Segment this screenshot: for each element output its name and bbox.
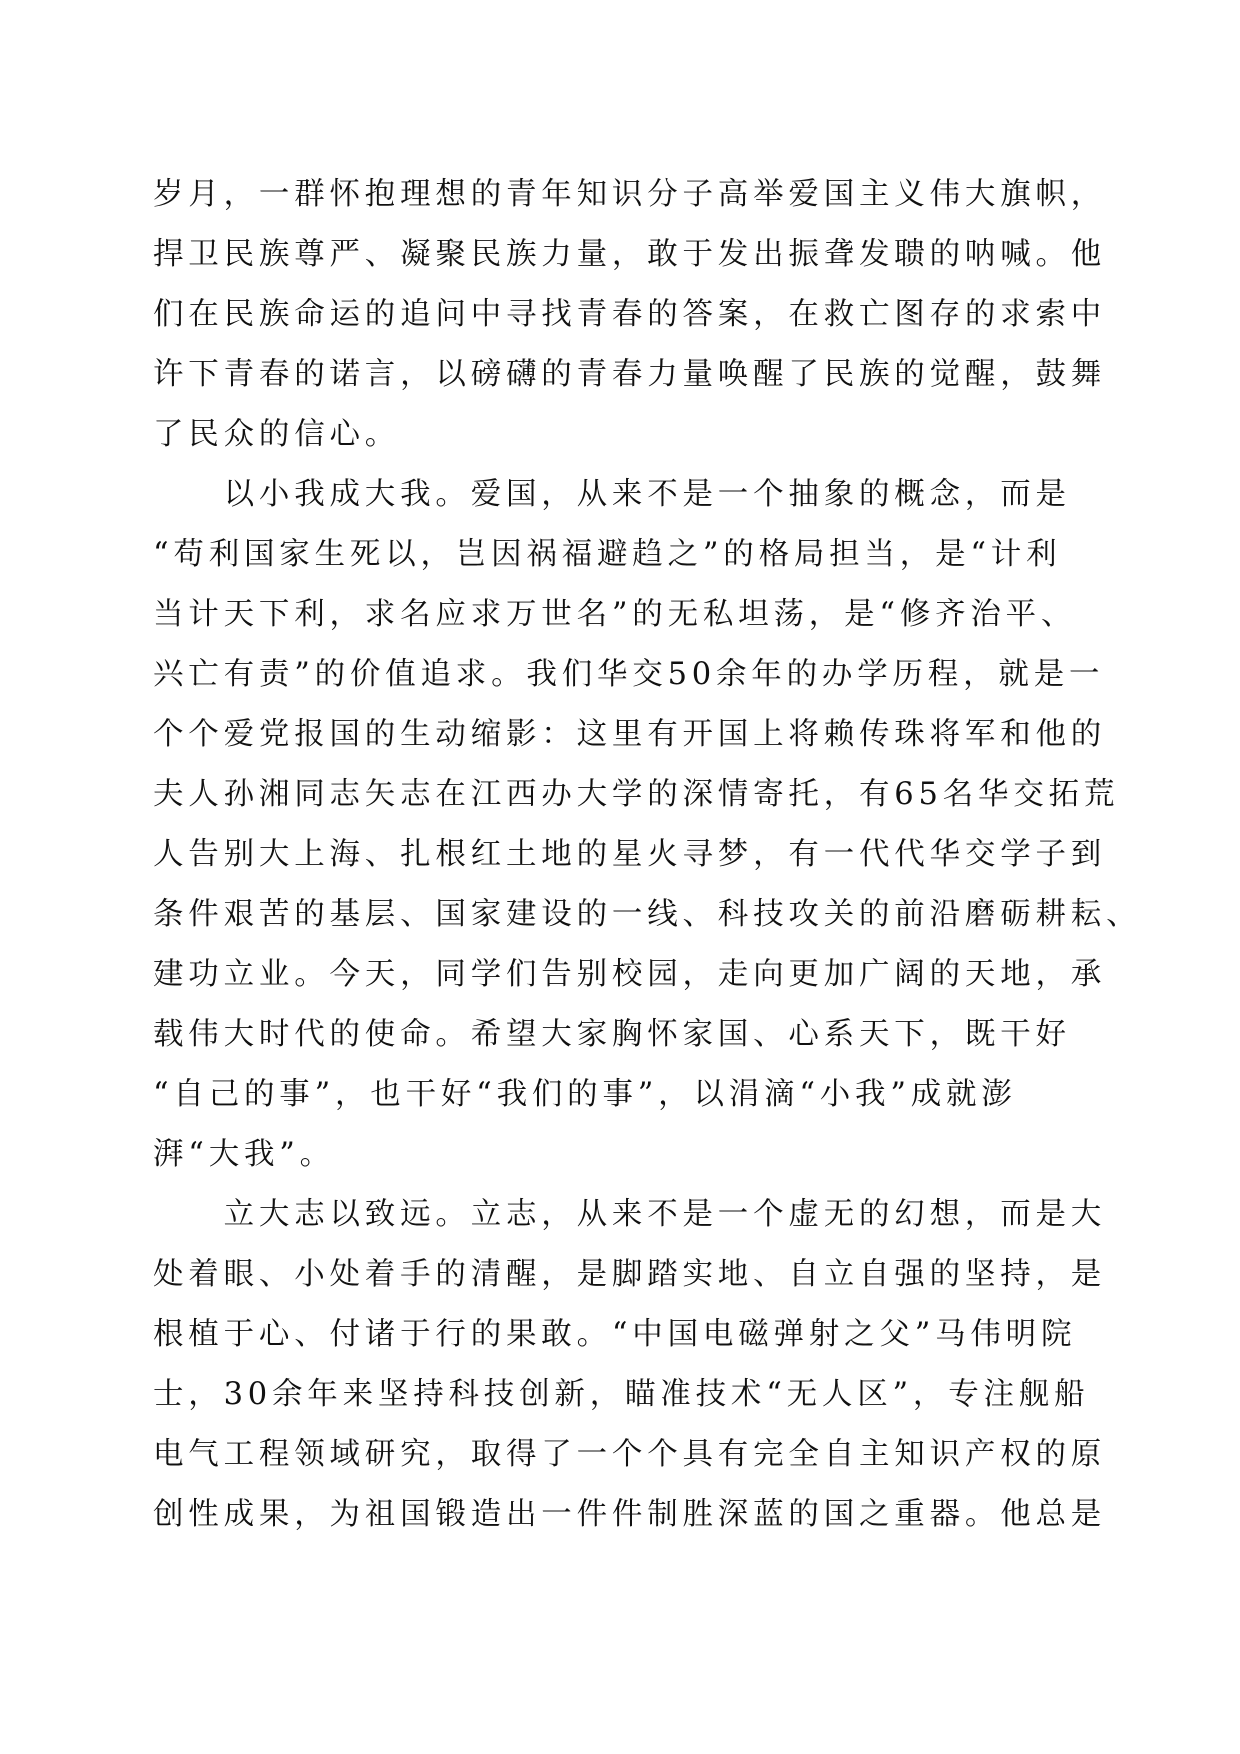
text-line: 建功立业。今天，同学们告别校园，走向更加广阔的天地，承 — [153, 957, 1107, 992]
text-line: 们在民族命运的追问中寻找青春的答案，在救亡图存的求索中 — [153, 297, 1107, 332]
text-line: 士，30余年来坚持科技创新，瞄准技术“无人区”，专注舰船 — [153, 1377, 1090, 1412]
text-line: 电气工程领域研究，取得了一个个具有完全自主知识产权的原 — [153, 1437, 1107, 1472]
body-text — [153, 165, 1142, 1545]
text-line: 了民众的信心。 — [153, 417, 401, 452]
text-line: 夫人孙湘同志矢志在江西办大学的深情寄托，有65名华交拓荒 — [153, 777, 1120, 812]
text-line: 创性成果，为祖国锻造出一件件制胜深蓝的国之重器。他总是 — [153, 1497, 1107, 1532]
text-line: 捍卫民族尊严、凝聚民族力量，敢于发出振聋发聩的呐喊。他 — [153, 237, 1107, 272]
text-line: “苟利国家生死以，岂因祸福避趋之”的格局担当，是“计利 — [153, 537, 1062, 572]
text-line: 以小我成大我。爱国，从来不是一个抽象的概念，而是 — [153, 477, 1071, 512]
text-line: 个个爱党报国的生动缩影：这里有开国上将赖传珠将军和他的 — [153, 717, 1107, 752]
text-line: 立大志以致远。立志，从来不是一个虚无的幻想，而是大 — [153, 1197, 1107, 1232]
text-line: 当计天下利，求名应求万世名”的无私坦荡，是“修齐治平、 — [153, 597, 1077, 632]
text-line: 载伟大时代的使命。希望大家胸怀家国、心系天下，既干好 — [153, 1017, 1071, 1052]
text-line: “自己的事”，也干好“我们的事”，以涓滴“小我”成就澎 — [153, 1077, 1017, 1112]
text-line: 处着眼、小处着手的清醒，是脚踏实地、自立自强的坚持，是 — [153, 1257, 1107, 1292]
text-line: 岁月，一群怀抱理想的青年知识分子高举爱国主义伟大旗帜， — [153, 177, 1107, 212]
text-line: 人告别大上海、扎根红土地的星火寻梦，有一代代华交学子到 — [153, 837, 1107, 872]
text-line: 湃“大我”。 — [153, 1137, 335, 1172]
paragraph — [153, 165, 1107, 465]
paragraph — [153, 1185, 1107, 1545]
paragraph — [153, 465, 1142, 1185]
text-line: 根植于心、付诸于行的果敢。“中国电磁弹射之父”马伟明院 — [153, 1317, 1077, 1352]
text-line: 条件艰苦的基层、国家建设的一线、科技攻关的前沿磨砺耕耘、 — [153, 897, 1142, 932]
text-line: 兴亡有责”的价值追求。我们华交50余年的办学历程，就是一 — [153, 657, 1105, 692]
text-line: 许下青春的诺言，以磅礴的青春力量唤醒了民族的觉醒，鼓舞 — [153, 357, 1107, 392]
